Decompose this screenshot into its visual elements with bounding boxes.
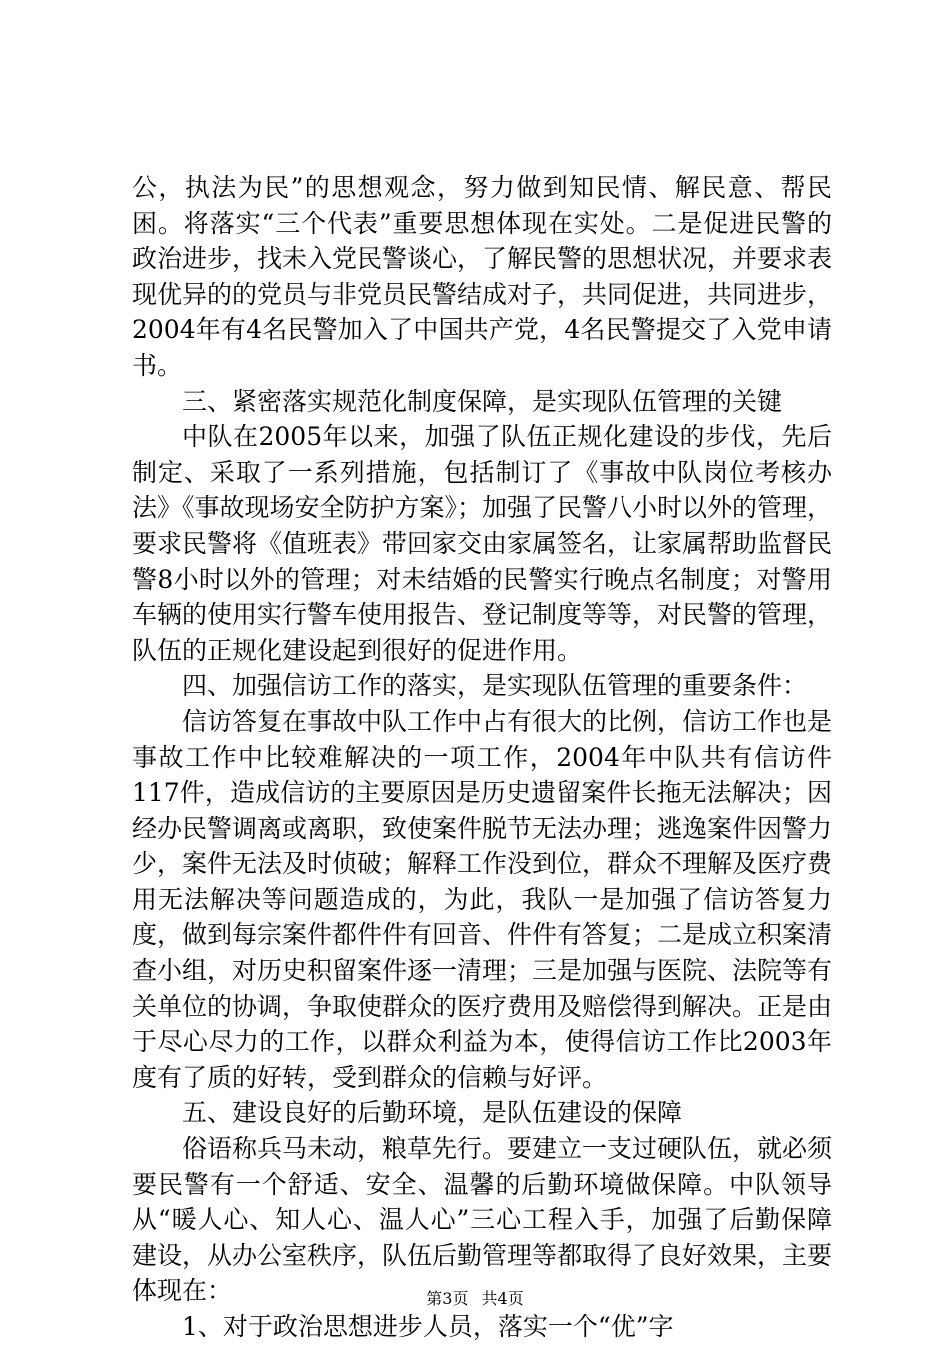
- paragraph: 俗语称兵马未动，粮草先行。要建立一支过硬队伍，就必须要民警有一个舒适、安全、温馨的后勤环境做保障。中队领导从“暖人心、知人心、温人心”三心工程入手，加强了后勤保障建设，从办公室秩序，队伍后勤管理等都取得了良好效果，主要体现在：: [132, 1134, 833, 1306]
- section-heading-5: 五、建设良好的后勤环境，是队伍建设的保障: [182, 1098, 683, 1128]
- section-heading-3: 三、紧密落实规范化制度保障，是实现队伍管理的关键: [182, 386, 783, 416]
- section-heading-4: 四、加强信访工作的落实，是实现队伍管理的重要条件：: [182, 671, 808, 701]
- paragraph: 中队在2005年以来，加强了队伍正规化建设的步伐，先后制定、采取了一系列措施，包括制订了《事故中队岗位考核办法》《事故现场安全防护方案》；加强了民警八小时以外的管理，要求民警将《值班表》带回家交由家属签名，让家属帮助监督民警8小时以外的管理；对未结婚的民警实行晚点名制度；对警用车辆的使用实行警车使用报告、登记制度等等，对民警的管理，队伍的正规化建设起到很好的促进作用。: [132, 422, 833, 665]
- paragraph: 信访答复在事故中队工作中占有很大的比例，信访工作也是事故工作中比较难解决的一项工作，2004年中队共有信访件117件，造成信访的主要原因是历史遗留案件长拖无法解决；因经办民警调离或离职，致使案件脱节无法办理；逃逸案件因警力少，案件无法及时侦破；解释工作没到位，群众不理解及医疗费用无法解决等问题造成的，为此，我队一是加强了信访答复力度，做到每宗案件都件件有回音、件件有答复；二是成立积案清查小组，对历史积留案件逐一清理；三是加强与医院、法院等有关单位的协调，争取使群众的医疗费用及赔偿得到解决。正是由于尽心尽力的工作，以群众利益为本，使得信访工作比2003年度有了质的好转，受到群众的信赖与好评。: [132, 706, 833, 1092]
- page-number: 第3页: [426, 1289, 469, 1308]
- page-footer: [0, 1286, 950, 1309]
- paragraph-continuation: 公，执法为民”的思想观念，努力做到知民情、解民意、帮民困。将落实“三个代表”重要思想体现在实处。二是促进民警的政治进步，找未入党民警谈心，了解民警的思想状况，并要求表现优异的的党员与非党员民警结成对子，共同促进，共同进步，2004年有4名民警加入了中国共产党，4名民警提交了入党申请书。: [132, 173, 833, 380]
- page-total: 共4页: [481, 1289, 524, 1308]
- list-item: 1、对于政治思想进步人员，落实一个“优”字: [182, 1312, 674, 1341]
- document-body: [132, 170, 832, 1345]
